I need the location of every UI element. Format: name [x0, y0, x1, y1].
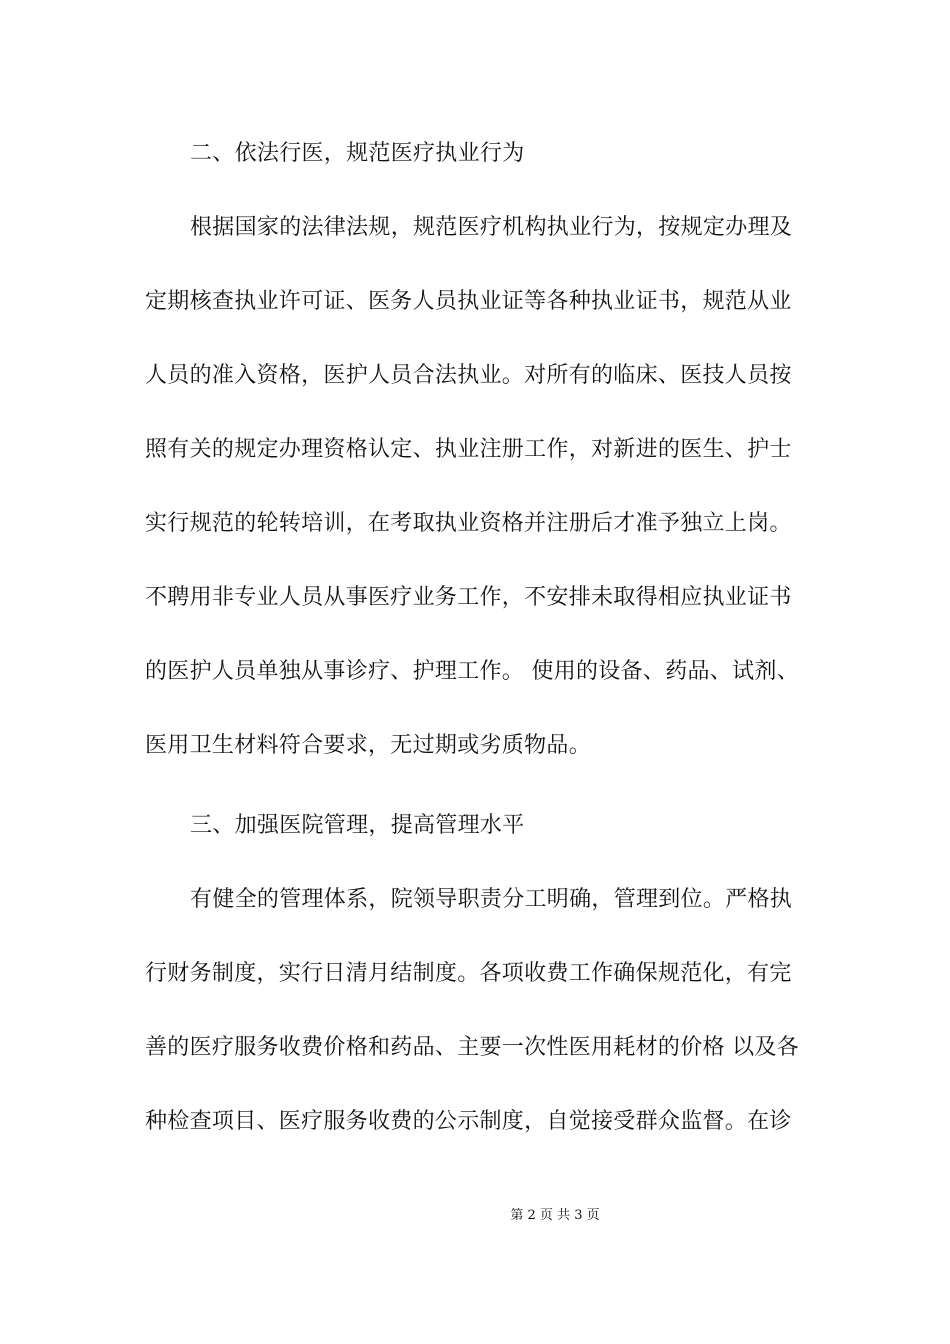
- paragraph-line: 善的医疗服务收费价格和药品、主要一次性医用耗材的价格 以及各: [145, 1035, 799, 1060]
- paragraph-line: 根据国家的法律法规，规范医疗机构执业行为，按规定办理及: [190, 215, 793, 240]
- paragraph-line: 有健全的管理体系，院领导职责分工明确，管理到位。严格执: [190, 887, 793, 912]
- paragraph-line: 不聘用非专业人员从事医疗业务工作，不安排未取得相应执业证书: [145, 585, 792, 610]
- paragraph-line: 实行规范的轮转培训，在考取执业资格并注册后才准予独立上岗。: [145, 511, 792, 536]
- section-heading-2: 二、依法行医，规范医疗执业行为: [190, 141, 525, 166]
- paragraph-line: 行财务制度，实行日清月结制度。各项收费工作确保规范化，有完: [145, 961, 792, 986]
- paragraph-line: 人员的准入资格，医护人员合法执业。对所有的临床、医技人员按: [145, 363, 792, 388]
- paragraph-line: 医用卫生材料符合要求，无过期或劣质物品。: [145, 733, 592, 758]
- paragraph-line: 定期核查执业许可证、医务人员执业证等各种执业证书，规范从业: [145, 289, 792, 314]
- paragraph-line: 的医护人员单独从事诊疗、护理工作。 使用的设备、药品、试剂、: [145, 659, 799, 684]
- paragraph-line: 照有关的规定办理资格认定、执业注册工作，对新进的医生、护士: [145, 437, 792, 462]
- section-heading-3: 三、加强医院管理，提高管理水平: [190, 813, 525, 838]
- page-footer: 第 2 页 共 3 页: [510, 1208, 600, 1223]
- paragraph-line: 种检查项目、医疗服务收费的公示制度，自觉接受群众监督。在诊: [145, 1109, 792, 1134]
